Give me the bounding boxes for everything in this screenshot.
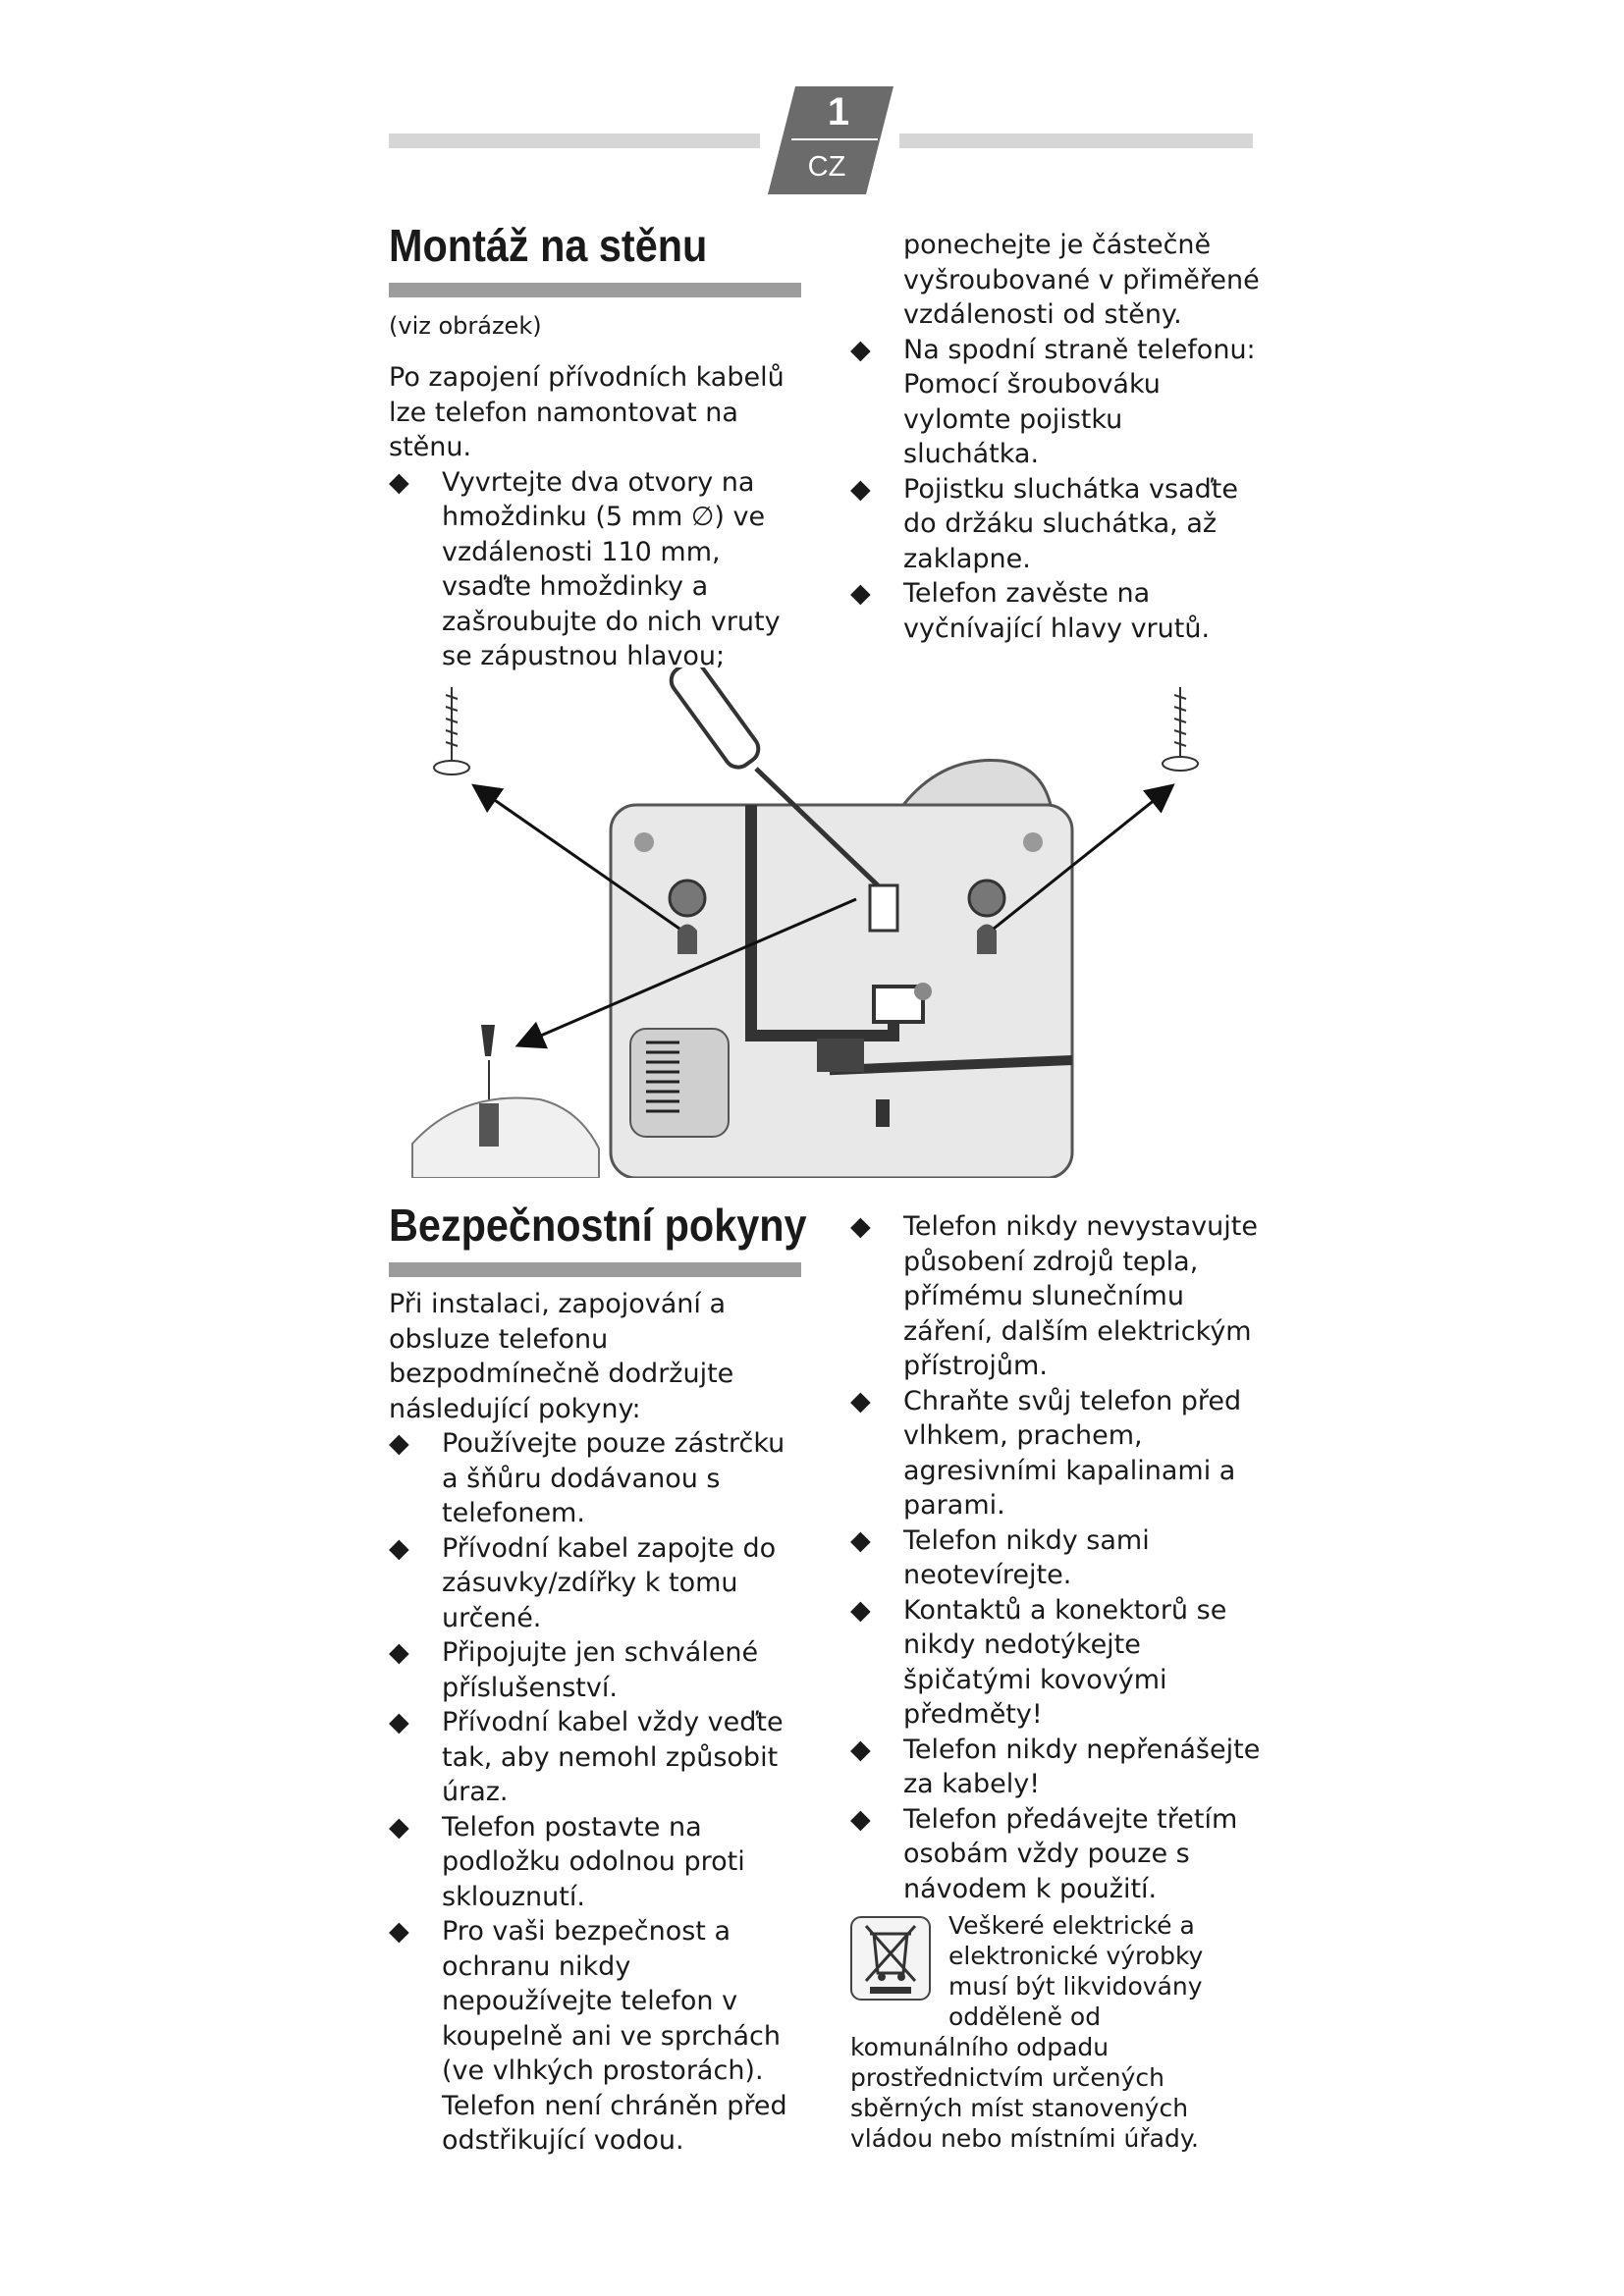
list-item: [850, 1733, 1263, 1802]
list-item: [850, 472, 1263, 577]
list-item: [850, 1802, 1263, 1907]
bullet-text: Telefon nikdy nevystavujte působení zdrojů tepla, přímému slunečnímu záření, dalším elektrickým přístrojům.: [903, 1211, 1258, 1381]
list-item: [389, 1810, 801, 1915]
black-diamond-icon: ◆: [850, 578, 871, 609]
page-number: 1: [827, 90, 850, 133]
weee-text-1: Veškeré elektrické a elektronické výrobky musí být likvidovány odděleně od: [948, 1911, 1204, 2031]
section1-title-bar: [389, 283, 801, 297]
black-diamond-icon: ◆: [850, 1594, 871, 1626]
section1-right-column: [850, 228, 1263, 646]
bullet-text: Používejte pouze zástrčku a šňůru dodávanou s telefonem.: [442, 1428, 785, 1528]
section2-title: Bezpečnostní pokyny: [389, 1200, 807, 1251]
bullet-text: Telefon nikdy sami neotevírejte.: [903, 1524, 1150, 1590]
weee-text-2: komunálního odpadu prostřednictvím určených sběrných míst stanovených vládou nebo místními úřady.: [850, 2033, 1200, 2153]
section1-left-column: [389, 218, 801, 674]
list-item: [389, 1705, 801, 1810]
page-tab: [768, 86, 893, 194]
list-item: [389, 1531, 801, 1636]
list-item: [389, 1914, 801, 2159]
black-diamond-icon: ◆: [850, 1211, 871, 1242]
bullet-text: Kontaktů a konektorů se nikdy nedotýkejte špičatými kovovými předměty!: [903, 1594, 1227, 1730]
language-code: CZ: [807, 151, 846, 183]
bullet-text: Přívodní kabel vždy veďte tak, aby nemohl způsobit úraz.: [442, 1707, 784, 1807]
section2-right-column: [850, 1209, 1263, 2154]
black-diamond-icon: ◆: [389, 1428, 409, 1459]
list-item: [850, 1384, 1263, 1523]
bullet-text: Na spodní straně telefonu: Pomocí šroubováku vylomte pojistku sluchátka.: [903, 334, 1256, 469]
black-diamond-icon: ◆: [850, 334, 871, 365]
bullet-text: ponechejte je částečně vyšroubované v přiměřené vzdálenosti od stěny.: [903, 230, 1260, 330]
list-item-continued: [850, 228, 1263, 333]
black-diamond-icon: ◆: [389, 1916, 409, 1947]
black-diamond-icon: ◆: [389, 1637, 409, 1668]
black-diamond-icon: ◆: [850, 1524, 871, 1556]
list-item: [389, 1426, 801, 1531]
header-rule-right: [899, 133, 1253, 148]
crossed-out-wheelie-bin-icon: [850, 1916, 931, 2001]
bullet-text: Chraňte svůj telefon před vlhkem, prachem, agresivními kapalinami a parami.: [903, 1385, 1242, 1521]
section1-intro: Po zapojení přívodních kabelů lze telefon namontovat na stěnu.: [389, 362, 785, 462]
black-diamond-icon: ◆: [389, 466, 409, 498]
bullet-text: Pojistku sluchátka vsaďte do držáku sluchátka, až zaklapne.: [903, 473, 1238, 574]
black-diamond-icon: ◆: [850, 1734, 871, 1765]
bullet-text: Pro vaši bezpečnost a ochranu nikdy nepoužívejte telefon v koupelně ani ve sprchách (ve vlhkých prostorách). Telefon není chráněn před odstřikující vodou.: [442, 1916, 787, 2156]
section2-title-bar: [389, 1262, 801, 1277]
header-rule-left: [389, 133, 760, 148]
list-item: [850, 576, 1263, 646]
list-item: [389, 465, 801, 674]
list-item: [389, 1635, 801, 1705]
bullet-text: Přívodní kabel zapojte do zásuvky/zdířky k tomu určené.: [442, 1532, 777, 1633]
black-diamond-icon: ◆: [389, 1707, 409, 1737]
section2-left-column: [389, 1198, 807, 2159]
list-item: [850, 1523, 1263, 1593]
section1-title: Montáž na stěnu: [389, 220, 708, 271]
black-diamond-icon: ◆: [850, 1803, 871, 1835]
wall-mount-illustration: [373, 667, 1286, 1178]
bullet-text: Telefon zavěste na vyčnívající hlavy vrutů.: [903, 578, 1211, 644]
bullet-text: Telefon předávejte třetím osobám vždy pouze s návodem k použití.: [903, 1803, 1238, 1904]
weee-notice: [850, 1910, 1263, 2032]
list-item: [850, 1209, 1263, 1384]
black-diamond-icon: ◆: [850, 1385, 871, 1416]
section2-intro: Při instalaci, zapojování a obsluze telefonu bezpodmínečně dodržujte následující pokyny:: [389, 1289, 734, 1424]
section1-subtitle: (viz obrázek): [389, 312, 542, 340]
black-diamond-icon: ◆: [389, 1811, 409, 1842]
bullet-text: Vyvrtejte dva otvory na hmoždinku (5 mm ∅) ve vzdálenosti 110 mm, vsaďte hmoždinky a zašroubujte do nich vruty se zápustnou hlavou;: [442, 466, 781, 671]
bullet-text: Telefon postavte na podložku odolnou proti sklouznutí.: [442, 1811, 745, 1912]
list-item: [850, 1593, 1263, 1733]
bullet-text: Telefon nikdy nepřenášejte za kabely!: [903, 1734, 1261, 1799]
black-diamond-icon: ◆: [389, 1532, 409, 1564]
bullet-text: Připojujte jen schválené příslušenství.: [442, 1637, 759, 1703]
black-diamond-icon: ◆: [850, 473, 871, 505]
list-item: [850, 333, 1263, 472]
